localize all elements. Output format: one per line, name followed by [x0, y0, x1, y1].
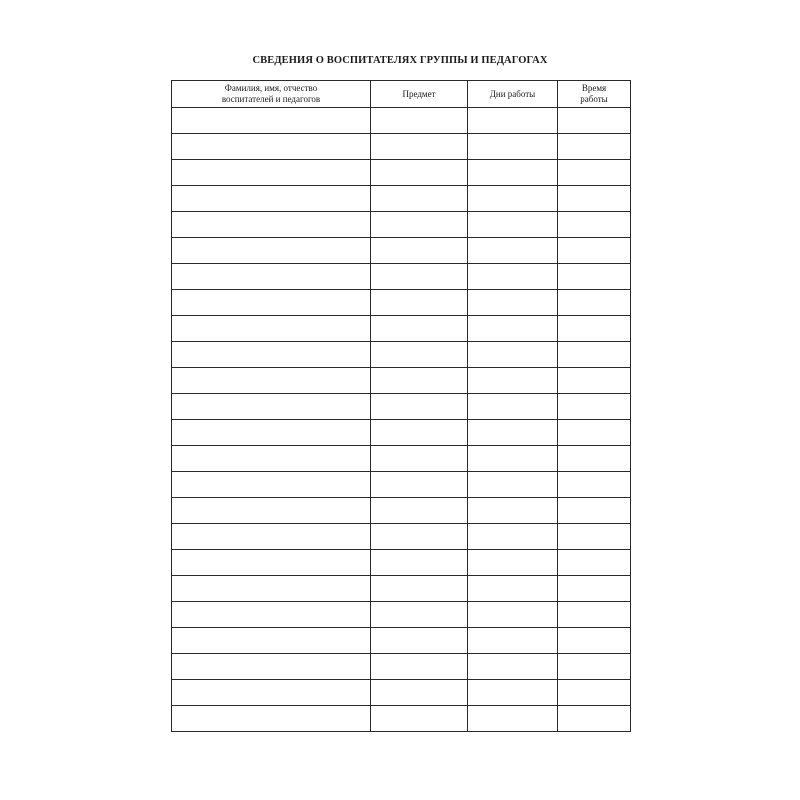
table-body: [172, 108, 631, 732]
cell-subject[interactable]: [371, 498, 468, 524]
cell-work-days[interactable]: [468, 316, 558, 342]
cell-full-name[interactable]: [172, 706, 371, 732]
cell-subject[interactable]: [371, 654, 468, 680]
cell-full-name[interactable]: [172, 212, 371, 238]
table-row: [172, 316, 631, 342]
table-row: [172, 602, 631, 628]
table-row: [172, 524, 631, 550]
cell-work-days[interactable]: [468, 576, 558, 602]
cell-work-time[interactable]: [558, 602, 631, 628]
cell-work-days[interactable]: [468, 628, 558, 654]
cell-subject[interactable]: [371, 160, 468, 186]
cell-subject[interactable]: [371, 420, 468, 446]
cell-work-days[interactable]: [468, 654, 558, 680]
cell-work-time[interactable]: [558, 628, 631, 654]
table-row: [172, 576, 631, 602]
cell-full-name[interactable]: [172, 680, 371, 706]
cell-work-days[interactable]: [468, 264, 558, 290]
cell-full-name[interactable]: [172, 342, 371, 368]
header-work-time: [558, 81, 631, 108]
cell-work-time[interactable]: [558, 550, 631, 576]
cell-subject[interactable]: [371, 602, 468, 628]
cell-subject[interactable]: [371, 108, 468, 134]
cell-full-name[interactable]: [172, 186, 371, 212]
table-row: [172, 628, 631, 654]
cell-work-time[interactable]: [558, 446, 631, 472]
cell-work-days[interactable]: [468, 160, 558, 186]
cell-full-name[interactable]: [172, 602, 371, 628]
cell-full-name[interactable]: [172, 524, 371, 550]
cell-subject[interactable]: [371, 264, 468, 290]
cell-work-time[interactable]: [558, 420, 631, 446]
cell-work-time[interactable]: [558, 706, 631, 732]
cell-full-name[interactable]: [172, 134, 371, 160]
table-row: [172, 472, 631, 498]
cell-work-days[interactable]: [468, 472, 558, 498]
header-full-name-line2: воспитателей и педагогов: [221, 94, 321, 104]
cell-subject[interactable]: [371, 446, 468, 472]
cell-work-days[interactable]: [468, 602, 558, 628]
cell-subject[interactable]: [371, 550, 468, 576]
cell-subject[interactable]: [371, 134, 468, 160]
cell-work-time[interactable]: [558, 472, 631, 498]
cell-work-time[interactable]: [558, 368, 631, 394]
cell-work-time[interactable]: [558, 498, 631, 524]
cell-full-name[interactable]: [172, 420, 371, 446]
header-work-time-line1: Время: [581, 83, 607, 93]
cell-subject[interactable]: [371, 680, 468, 706]
cell-work-days[interactable]: [468, 134, 558, 160]
cell-work-days[interactable]: [468, 524, 558, 550]
cell-work-time[interactable]: [558, 316, 631, 342]
table-row: [172, 160, 631, 186]
cell-full-name[interactable]: [172, 576, 371, 602]
cell-work-days[interactable]: [468, 368, 558, 394]
table-row: [172, 238, 631, 264]
cell-work-time[interactable]: [558, 654, 631, 680]
cell-work-days[interactable]: [468, 394, 558, 420]
cell-full-name[interactable]: [172, 316, 371, 342]
cell-work-time[interactable]: [558, 680, 631, 706]
cell-subject[interactable]: [371, 576, 468, 602]
cell-work-days[interactable]: [468, 108, 558, 134]
cell-subject[interactable]: [371, 186, 468, 212]
cell-subject[interactable]: [371, 368, 468, 394]
table-header-row: [172, 81, 631, 108]
cell-work-time[interactable]: [558, 160, 631, 186]
table-row: [172, 420, 631, 446]
cell-work-days[interactable]: [468, 498, 558, 524]
cell-subject[interactable]: [371, 238, 468, 264]
cell-work-time[interactable]: [558, 394, 631, 420]
cell-work-time[interactable]: [558, 238, 631, 264]
cell-work-time[interactable]: [558, 134, 631, 160]
cell-work-days[interactable]: [468, 706, 558, 732]
cell-full-name[interactable]: [172, 264, 371, 290]
cell-full-name[interactable]: [172, 368, 371, 394]
cell-full-name[interactable]: [172, 628, 371, 654]
cell-subject[interactable]: [371, 524, 468, 550]
cell-work-days[interactable]: [468, 550, 558, 576]
cell-work-time[interactable]: [558, 576, 631, 602]
cell-full-name[interactable]: [172, 472, 371, 498]
cell-full-name[interactable]: [172, 394, 371, 420]
cell-work-time[interactable]: [558, 108, 631, 134]
cell-work-time[interactable]: [558, 212, 631, 238]
cell-work-days[interactable]: [468, 680, 558, 706]
cell-work-time[interactable]: [558, 264, 631, 290]
table-row: [172, 186, 631, 212]
cell-work-time[interactable]: [558, 186, 631, 212]
cell-work-days[interactable]: [468, 238, 558, 264]
header-work-days: Дни работы: [468, 81, 558, 108]
table-row: [172, 654, 631, 680]
header-full-name-line1: Фамилия, имя, отчество: [224, 83, 318, 93]
table-row: [172, 342, 631, 368]
cell-subject[interactable]: [371, 706, 468, 732]
cell-full-name[interactable]: [172, 160, 371, 186]
header-subject: Предмет: [371, 81, 468, 108]
table-row: [172, 290, 631, 316]
cell-full-name[interactable]: [172, 550, 371, 576]
cell-full-name[interactable]: [172, 108, 371, 134]
cell-subject[interactable]: [371, 394, 468, 420]
cell-full-name[interactable]: [172, 238, 371, 264]
table-row: [172, 498, 631, 524]
cell-subject[interactable]: [371, 472, 468, 498]
table-row: [172, 446, 631, 472]
page-title: СВЕДЕНИЯ О ВОСПИТАТЕЛЯХ ГРУППЫ И ПЕДАГОГАХ: [252, 55, 548, 66]
cell-work-days[interactable]: [468, 342, 558, 368]
cell-subject[interactable]: [371, 342, 468, 368]
header-full-name: [172, 81, 371, 108]
cell-work-time[interactable]: [558, 290, 631, 316]
cell-work-time[interactable]: [558, 524, 631, 550]
cell-work-days[interactable]: [468, 290, 558, 316]
cell-subject[interactable]: [371, 290, 468, 316]
table-row: [172, 212, 631, 238]
cell-full-name[interactable]: [172, 498, 371, 524]
table-row: [172, 134, 631, 160]
cell-subject[interactable]: [371, 628, 468, 654]
cell-full-name[interactable]: [172, 654, 371, 680]
table-row: [172, 368, 631, 394]
cell-full-name[interactable]: [172, 446, 371, 472]
cell-work-days[interactable]: [468, 446, 558, 472]
staff-table: [171, 80, 631, 732]
cell-subject[interactable]: [371, 212, 468, 238]
table-row: [172, 108, 631, 134]
cell-subject[interactable]: [371, 316, 468, 342]
table-row: [172, 706, 631, 732]
header-work-time-line2: работы: [580, 94, 608, 104]
cell-work-time[interactable]: [558, 342, 631, 368]
table-row: [172, 394, 631, 420]
cell-work-days[interactable]: [468, 420, 558, 446]
cell-work-days[interactable]: [468, 212, 558, 238]
table-row: [172, 680, 631, 706]
cell-work-days[interactable]: [468, 186, 558, 212]
table-row: [172, 264, 631, 290]
cell-full-name[interactable]: [172, 290, 371, 316]
table-row: [172, 550, 631, 576]
